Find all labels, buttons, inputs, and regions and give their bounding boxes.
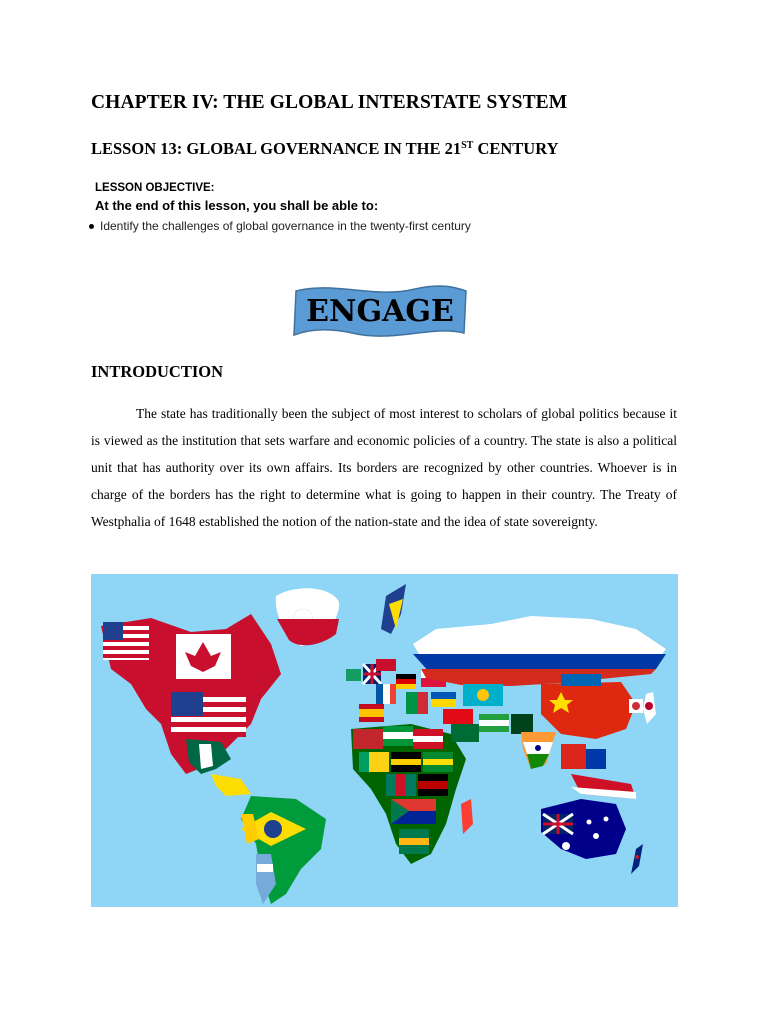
- lesson-title-superscript: ST: [461, 140, 474, 151]
- introduction-heading: INTRODUCTION: [91, 362, 224, 381]
- engage-banner: [290, 283, 470, 339]
- lesson-title: [91, 139, 711, 159]
- world-flag-map: [91, 574, 678, 907]
- introduction-body: [91, 400, 677, 535]
- engage-label: ENGAGE: [306, 294, 454, 329]
- objective-list-item: [89, 219, 471, 233]
- chapter-title: CHAPTER IV: THE GLOBAL INTERSTATE SYSTEM: [91, 92, 568, 113]
- objective-intro: At the end of this lesson, you shall be able to:: [95, 198, 379, 213]
- objective-item-text: Identify the challenges of global governance in the twenty-first century: [100, 219, 471, 233]
- lesson-title-rest: CENTURY: [473, 139, 559, 158]
- lesson-title-text: LESSON 13: GLOBAL GOVERNANCE IN THE 21: [91, 139, 462, 158]
- introduction-paragraph: The state has traditionally been the subject of most interest to scholars of global politics because it is viewed as the institution that sets warfare and economic policies of a country. The state is also a political unit that has authority over its own affairs. Its borders are recognized by other countries. Whoever is in charge of the borders has the right to determine what is going to happen in their country. The Treaty of Westphalia of 1648 established the notion of the nation-state and the idea of state sovereignty.: [91, 406, 677, 529]
- bullet-icon: [89, 224, 94, 229]
- objective-heading: LESSON OBJECTIVE:: [95, 182, 215, 194]
